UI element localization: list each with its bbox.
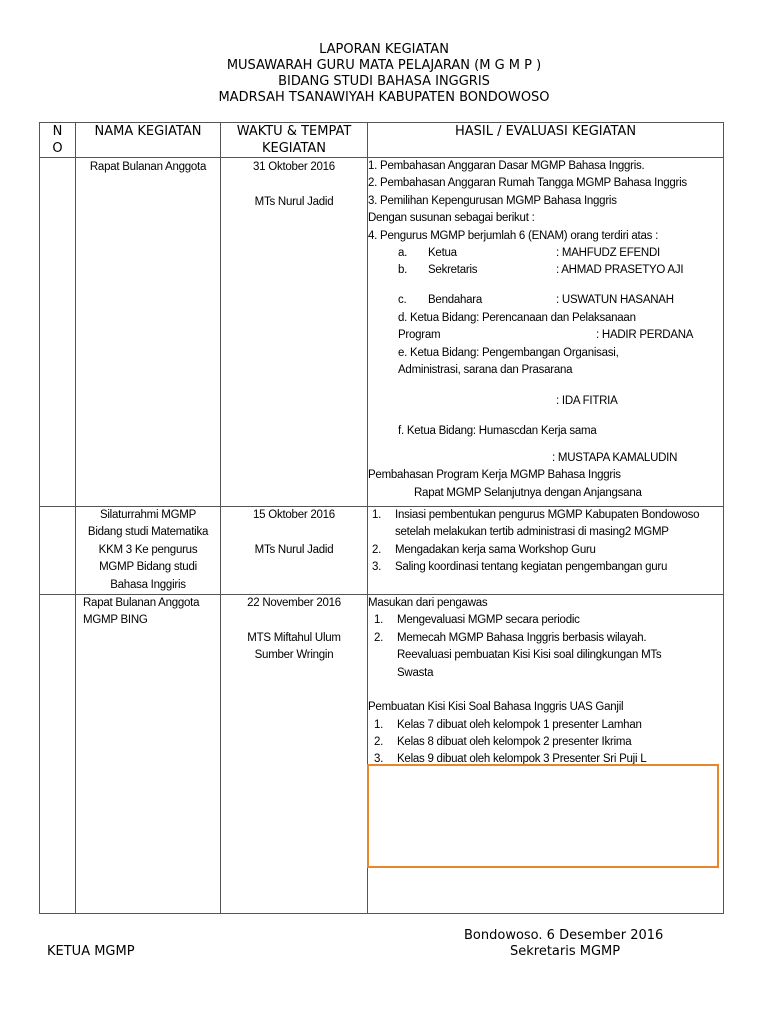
list-item: 2. Kelas 8 dibuat oleh kelompok 2 presenter Ikrima (374, 736, 632, 749)
footer-place-date: Bondowoso. 6 Desember 2016 (464, 928, 664, 943)
list-item: 3. Kelas 9 dibuat oleh kelompok 3 Presenter Sri Puji L (374, 753, 647, 766)
header-waktu-tempat: WAKTU & TEMPAT KEGIATAN (221, 123, 368, 158)
report-header (0, 42, 768, 106)
list-item: 3. Saling koordinasi tentang kegiatan pengembangan guru (372, 561, 668, 574)
row2-hasil (368, 507, 724, 595)
row2-no (40, 507, 76, 595)
footer-sekretaris: Sekretaris MGMP (510, 944, 621, 959)
report-title: LAPORAN KEGIATAN (319, 42, 449, 57)
pengurus-ketua: a. Ketua : MAHFUDZ EFENDI (398, 246, 660, 259)
header-hasil-evaluasi: HASIL / EVALUASI KEGIATAN (368, 123, 724, 158)
highlight-box (367, 764, 719, 868)
row1-no (40, 158, 76, 507)
row1-nama: Rapat Bulanan Anggota (76, 158, 221, 507)
list-item: Reevaluasi pembuatan Kisi Kisi soal dilingkungan MTs (397, 649, 662, 662)
table-row (40, 158, 724, 507)
pengurus-perencanaan: Program : HADIR PERDANA (398, 329, 694, 342)
list-item: Swasta (397, 666, 434, 679)
list-item: 1. Kelas 7 dibuat oleh kelompok 1 presenter Lamhan (374, 718, 642, 731)
footer-ketua: KETUA MGMP (47, 944, 135, 959)
list-item: 1. Insiasi pembentukan pengurus MGMP Kabupaten Bondowoso (372, 509, 700, 521)
list-item: 1. Mengevaluasi MGMP secara periodic (374, 614, 580, 627)
list-item: 2. Mengadakan kerja sama Workshop Guru (372, 543, 596, 556)
header-nama-kegiatan: NAMA KEGIATAN (76, 123, 221, 158)
row3-hasil: Masukan dari pengawas 1. Mengevaluasi MGMP secara periodic 2. Memecah MGMP Bahasa Inggris berbasis wilayah. Reevaluasi pembuatan Kisi Kisi soal dilingkungan MTs Swasta Pembuatan Kisi Kisi Soal Bahasa Inggris UAS Ganjil 1. Kelas 7 dibuat oleh kelompok 1 presenter Lamhan 2. Kelas 8 dibuat oleh kelompok 2 presenter Ikrima 3. Kelas 9 dibuat oleh kelompok 3 Presenter Sri Puji L (368, 594, 724, 913)
list-item: 2. Memecah MGMP Bahasa Inggris berbasis wilayah. (374, 631, 647, 644)
report-subtitle: MUSAWARAH GURU MATA PELAJARAN (M G M P ) (226, 58, 542, 73)
row2-nama: Silaturrahmi MGMP Bidang studi Matematika KKM 3 Ke pengurus MGMP Bidang studi Bahasa Inggiris (76, 507, 221, 595)
row1-waktu: 31 Oktober 2016 MTs Nurul Jadid (221, 158, 368, 507)
report-field: BIDANG STUDI BAHASA INGGRIS (278, 74, 490, 89)
row2-waktu: 15 Oktober 2016 MTs Nurul Jadid (221, 507, 368, 595)
row3-no (40, 594, 76, 913)
list-item: setelah melakukan tertib administrasi di masing2 MGMP (395, 526, 669, 539)
report-school: MADRSAH TSANAWIYAH KABUPATEN BONDOWOSO (218, 90, 550, 105)
row3-nama: Rapat Bulanan Anggota MGMP BING (76, 594, 221, 913)
pengurus-sekretaris: b. Sekretaris : AHMAD PRASETYO AJI (398, 264, 684, 277)
table-row (40, 507, 724, 595)
pengurus-bendahara: c. Bendahara : USWATUN HASANAH (398, 294, 674, 307)
row3-waktu: 22 November 2016 MTS Miftahul Ulum Sumber Wringin (221, 594, 368, 913)
table-header-row (40, 123, 724, 158)
row1-hasil: 1. Pembahasan Anggaran Dasar MGMP Bahasa Inggris. 2. Pembahasan Anggaran Rumah Tangga MGMP Bahasa Inggris 3. Pemilihan Kepengurusan MGMP Bahasa Inggris Dengan susunan sebagai berikut : 4. Pengurus MGMP berjumlah 6 (ENAM) orang terdiri atas : a. Ketua : MAHFUDZ EFENDI b. Sekretaris : AHMAD PRASETYO AJI c. Bendahara : USWATUN HASANAH d. Ketua Bidang: Perencanaan dan Pelaksanaan Program : HADIR PERDANA e. Ketua Bidang: Pengembangan Organisasi, Administrasi, sarana dan Prasarana : IDA FITRIA f. Ketua Bidang: Humascdan Kerja sama : MUSTAPA KAMALUDIN Pembahasan Program Kerja MGMP Bahasa Inggris Rapat MGMP Selanjutnya dengan Anjangsana (368, 158, 724, 507)
header-no: N O (40, 123, 76, 158)
